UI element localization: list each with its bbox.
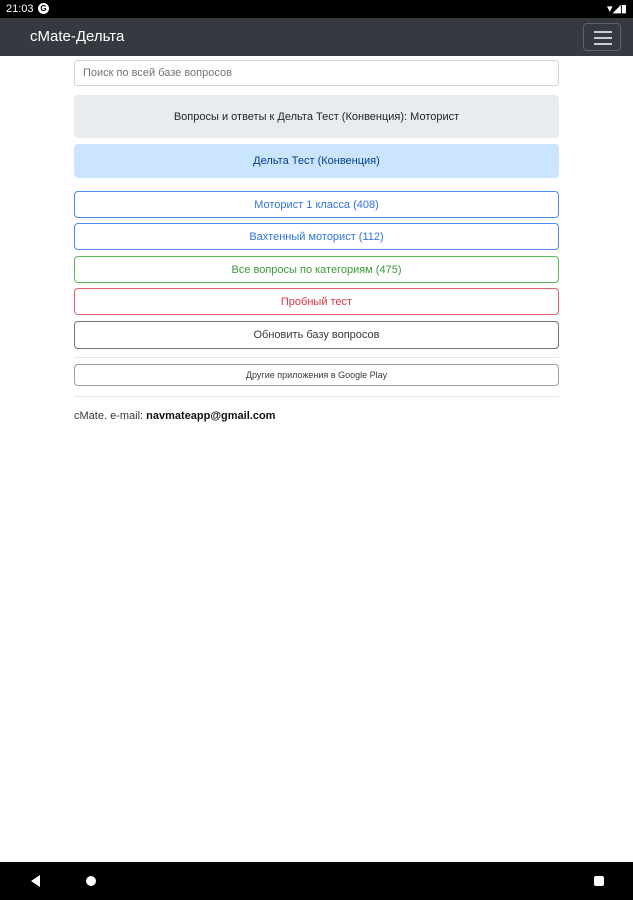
recent-apps-icon[interactable] bbox=[594, 876, 604, 886]
status-time: 21:03 bbox=[6, 3, 34, 15]
footer-label: cMate. e-mail: bbox=[74, 410, 144, 422]
divider bbox=[74, 396, 559, 397]
app-notification-icon: G bbox=[38, 3, 49, 14]
page-title-text: Вопросы и ответы к Дельта Тест (Конвенция): Моторист bbox=[173, 110, 460, 123]
watch-motorist-button[interactable] bbox=[74, 223, 559, 250]
top-navbar bbox=[0, 18, 633, 56]
update-database-label: Обновить базу вопросов bbox=[253, 329, 380, 341]
trial-test-button[interactable] bbox=[74, 288, 559, 315]
other-apps-label: Другие приложения в Google Play bbox=[245, 370, 388, 380]
update-database-button[interactable] bbox=[74, 321, 559, 349]
home-icon[interactable] bbox=[86, 876, 96, 886]
hamburger-menu-icon[interactable] bbox=[583, 23, 621, 51]
motorist-1-class-button[interactable] bbox=[74, 191, 559, 218]
search-input[interactable] bbox=[74, 60, 559, 86]
footer bbox=[74, 410, 275, 422]
all-questions-label: Все вопросы по категориям (475) bbox=[231, 263, 402, 276]
motorist-1-class-label: Моторист 1 класса (408) bbox=[254, 198, 379, 211]
navbar-brand[interactable]: cMate-Дельта bbox=[30, 28, 125, 45]
page-title bbox=[74, 95, 559, 138]
other-apps-button[interactable] bbox=[74, 364, 559, 386]
trial-test-label: Пробный тест bbox=[280, 295, 353, 308]
divider bbox=[74, 357, 559, 358]
back-icon[interactable] bbox=[31, 875, 40, 887]
watch-motorist-label: Вахтенный моторист (112) bbox=[249, 230, 384, 243]
system-status-icons: ▾◢▮ bbox=[606, 3, 627, 15]
status-bar bbox=[0, 0, 633, 18]
section-title bbox=[74, 144, 559, 178]
all-questions-by-category-button[interactable] bbox=[74, 256, 559, 283]
section-title-text: Дельта Тест (Конвенция) bbox=[253, 155, 380, 167]
footer-email[interactable]: navmateapp@gmail.com bbox=[146, 410, 276, 422]
android-navigation-bar bbox=[0, 862, 633, 900]
